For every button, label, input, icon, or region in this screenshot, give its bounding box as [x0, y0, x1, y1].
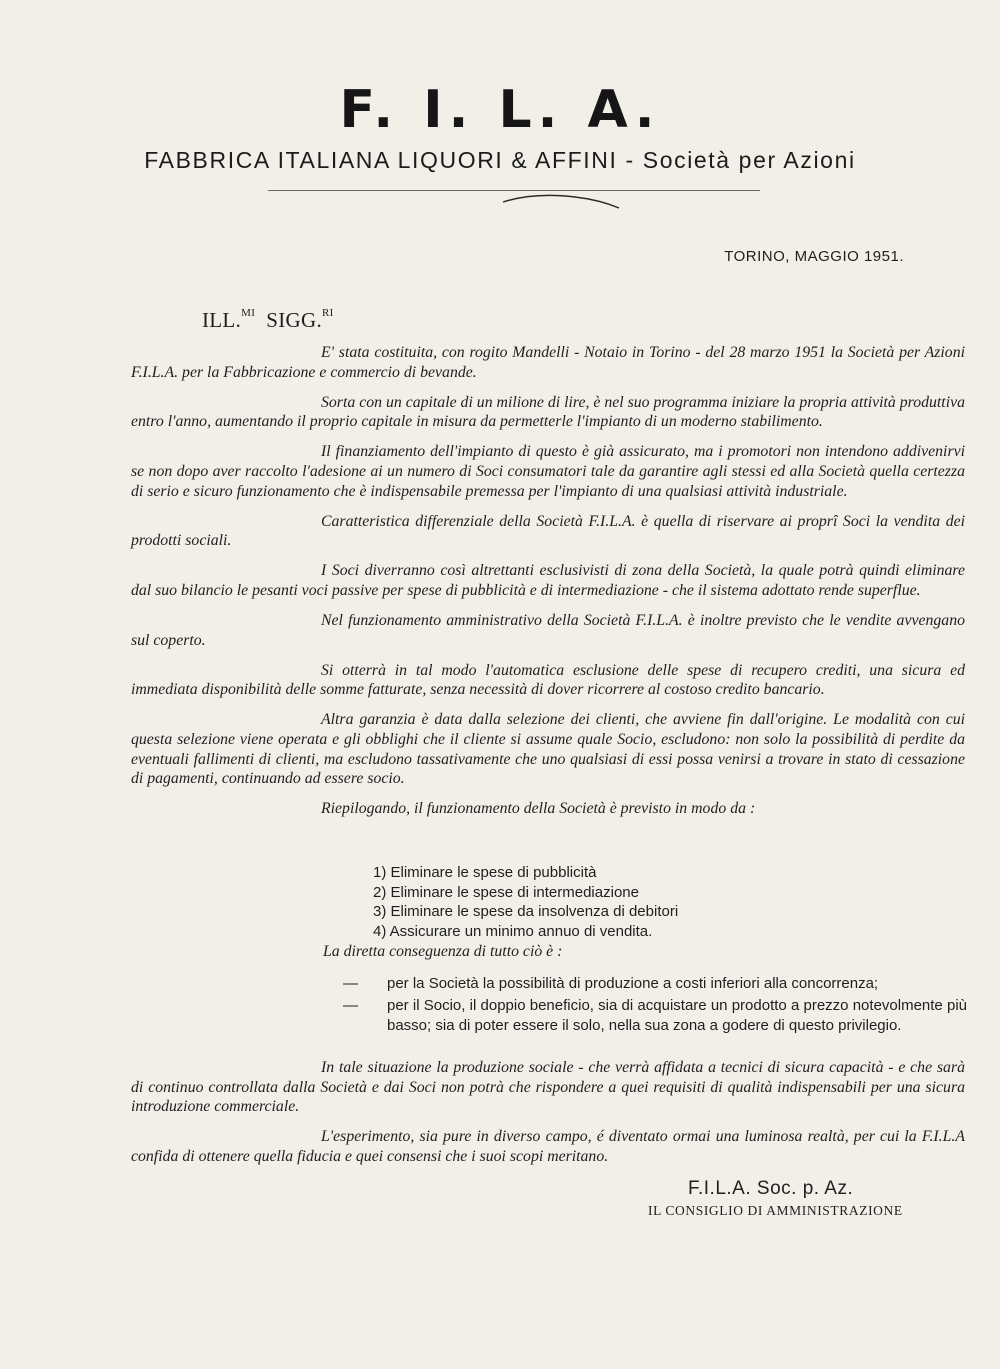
paragraph: Riepilogando, il funzionamento della Società è previsto in modo da : [321, 800, 756, 818]
paragraph: I Soci diverranno così altrettanti esclusivisti di zona della Società, la quale potrà quindi eliminare dal suo bilancio le pesanti voci passive per spese di pubblicità e di intermediazione - che il sistema adottato rende superflue. [131, 562, 965, 599]
signature-board: IL CONSIGLIO DI AMMINISTRAZIONE [648, 1203, 903, 1218]
list-item: 1) Eliminare le spese di pubblicità [373, 864, 597, 881]
paragraph: Si otterrà in tal modo l'automatica esclusione delle spese di recupero crediti, una sicura ed immediata disponibilità delle somme fatturate, senza necessità di dover ricorrere al costoso credito bancario. [131, 661, 965, 699]
salutation [202, 308, 334, 333]
company-name: FABBRICA ITALIANA LIQUORI & AFFINI [144, 147, 618, 173]
list-item: 2) Eliminare le spese di intermediazione [373, 883, 639, 901]
closing-body [131, 1058, 965, 1177]
paragraph: Nel funzionamento amministrativo della Società F.I.L.A. è inoltre previsto che le vendite avvengano sul coperto. [131, 612, 965, 649]
letter-body [131, 343, 965, 829]
paragraph: Il finanziamento dell'impianto di questo è già assicurato, ma i promotori non intendono addivenirvi se non dopo aver raccolto l'adesione ai un numero di Soci consumatori tale da garantire agli stessi ed alla Società quella certezza di serio e sicuro funzionamento che è indispensabile premessa per l'impianto di una qualsiasi attività industriale. [131, 443, 965, 500]
header-divider [268, 190, 760, 191]
company-separator: - [625, 147, 635, 173]
list-item: 3) Eliminare le spese da insolvenza di debitori [373, 903, 679, 921]
numbered-list [373, 863, 678, 941]
signature-company: F.I.L.A. Soc. p. Az. [688, 1178, 854, 1199]
dash-item-text: per la Società la possibilità di produzione a costi inferiori alla concorrenza; [387, 975, 879, 992]
paragraph: Altra garanzia è data dalla selezione dei clienti, che avviene fin dall'origine. Le modalità con cui questa selezione viene operata e gli obblighi che il cliente si assume quale Socio, escludono: non solo la possibilità di perdite da eventuali fallimenti di clienti, ma escludono tassativamente che uno qualsiasi di essi possa venirsi a trovare in stato di cessazione di pagamenti, continuando ad essere socio. [131, 711, 965, 788]
dash-marker: — [343, 997, 358, 1014]
dash-marker: — [343, 975, 358, 992]
paragraph: In tale situazione la produzione sociale - che verrà affidata a tecnici di sicura capacità - e che sarà di continuo controllata dalla Società e dai Soci non potrà che rispondere a quei requisiti di qualità indispensabili per una sicura introduzione commerciale. [131, 1059, 965, 1116]
letter-date: TORINO, MAGGIO 1951. [724, 248, 904, 265]
dash-item [131, 996, 965, 1056]
company-name-line [0, 147, 1000, 174]
list-item: 4) Assicurare un minimo annuo di vendita. [373, 922, 653, 940]
salutation-sigg: SIGG. [266, 308, 323, 332]
paragraph: E' stata costituita, con rogito Mandelli - Notaio in Torino - del 28 marzo 1951 la Società per Azioni F.I.L.A. per la Fabbricazione e commercio di bevande. [131, 344, 965, 381]
paragraph: Sorta con un capitale di un milione di lire, è nel suo programma iniziare la propria attività produttiva entro l'anno, aumentando il proprio capitale in misura da permetterle l'impianto di un moderno stabilimento. [131, 393, 965, 431]
dash-item [131, 974, 965, 994]
consequence-intro: La diretta conseguenza di tutto ciò è : [323, 943, 563, 960]
salutation-ill: ILL. [202, 308, 242, 332]
salutation-ill-sup: MI [241, 307, 256, 319]
salutation-sigg-sup: RI [322, 307, 334, 319]
company-logo: F. I. L. A. [339, 80, 661, 140]
flourish-ornament [495, 193, 625, 211]
paragraph: L'esperimento, sia pure in diverso campo, é diventato ormai una luminosa realtà, per cui la F.I.L.A confida di ottenere quella fiducia e quei consensi che i suoi scopi meritano. [131, 1128, 965, 1165]
paragraph: Caratteristica differenziale della Società F.I.L.A. è quella di riservare ai proprî Soci la vendita dei prodotti sociali. [131, 512, 965, 550]
company-type: Società per Azioni [642, 147, 856, 173]
dash-item-text: per il Socio, il doppio beneficio, sia di acquistare un prodotto a prezzo notevolmente più basso; sia di poter essere il solo, nella sua zona a godere di questo privilegio. [387, 997, 967, 1034]
